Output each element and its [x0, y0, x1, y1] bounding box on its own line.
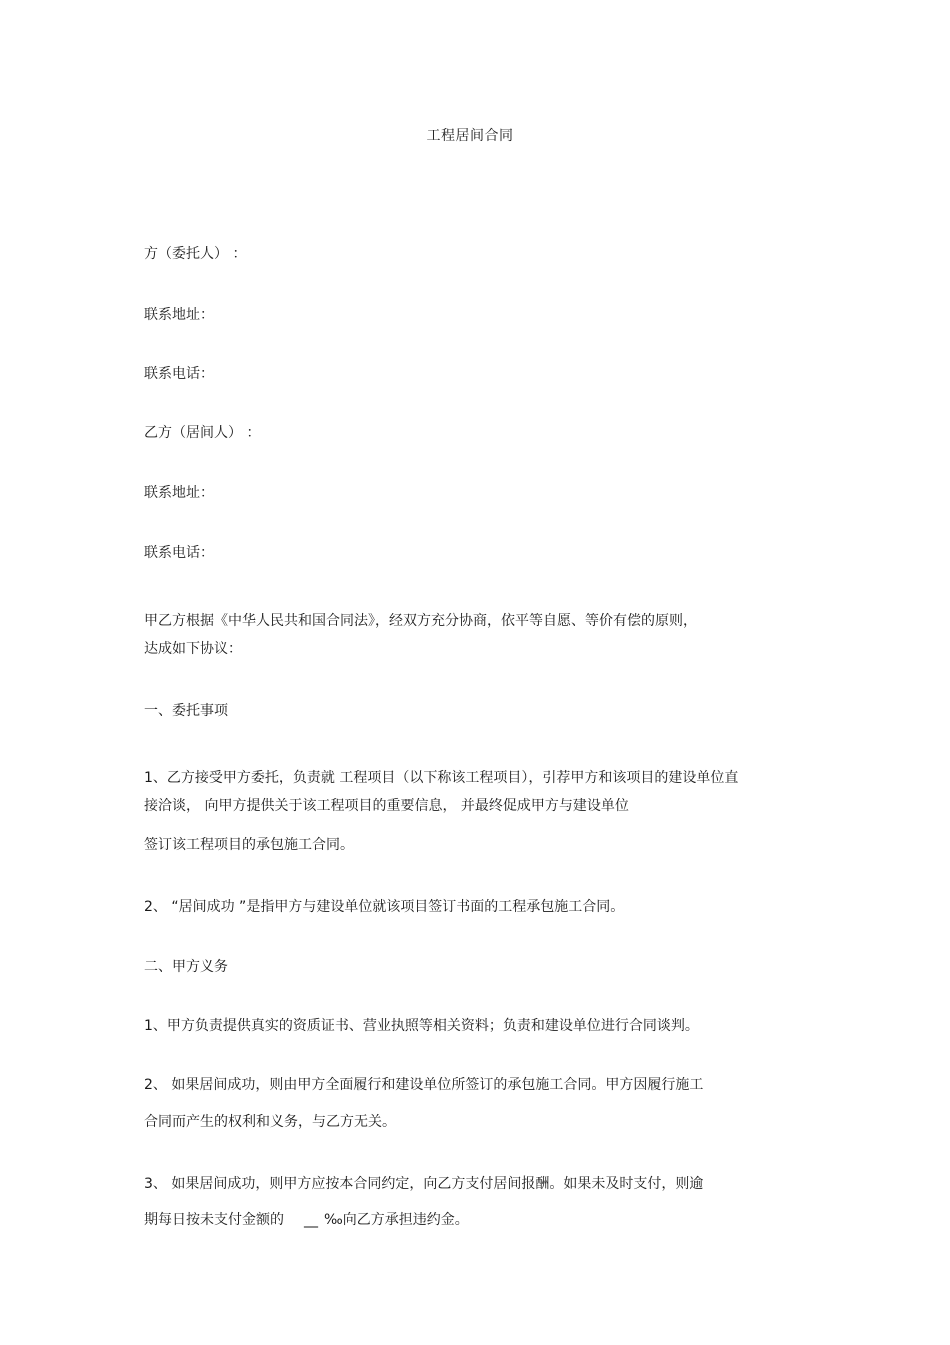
section-2-item-2-line-1: 2、 如果居间成功，则由甲方全面履行和建设单位所签订的承包施工合同。甲方因履行施工	[144, 1077, 704, 1093]
section-2-item-3-text-before-blank: 期每日按未支付金额的	[144, 1212, 284, 1228]
party-a-label: 方（委托人） ：	[144, 246, 247, 262]
section-2-item-3-text-after-blank: ‰向乙方承担违约金。	[324, 1212, 469, 1228]
party-b-address-label: 联系地址：	[144, 485, 214, 501]
party-a-phone-label: 联系电话：	[144, 366, 214, 382]
section-1-item-1-line-3: 签订该工程项目的承包施工合同。	[144, 837, 354, 853]
penalty-rate-blank: __	[304, 1212, 318, 1228]
document-title: 工程居间合同	[426, 128, 514, 144]
section-2-item-3-line-2	[144, 1210, 469, 1230]
section-2-item-3-line-1: 3、 如果居间成功，则甲方应按本合同约定，向乙方支付居间报酬。如果未及时支付，则逾	[144, 1176, 704, 1192]
party-b-phone-label: 联系电话：	[144, 545, 214, 561]
section-2-item-1: 1、甲方负责提供真实的资质证书、营业执照等相关资料；负责和建设单位进行合同谈判。	[144, 1018, 699, 1034]
section-1-item-2: 2、 “居间成功 ”是指甲方与建设单位就该项目签订书面的工程承包施工合同。	[144, 899, 625, 915]
preamble-line-2: 达成如下协议：	[144, 641, 242, 657]
section-1-item-1-line-2: 接洽谈， 向甲方提供关于该工程项目的重要信息， 并最终促成甲方与建设单位	[144, 798, 629, 814]
section-2-heading: 二、甲方义务	[144, 959, 228, 975]
party-a-address-label: 联系地址：	[144, 307, 214, 323]
section-2-item-2-line-2: 合同而产生的权利和义务，与乙方无关。	[144, 1114, 396, 1130]
party-b-label: 乙方（居间人） ：	[144, 425, 261, 441]
section-1-item-1-line-1: 1、乙方接受甲方委托，负责就 工程项目（以下称该工程项目），引荐甲方和该项目的建设单位直	[144, 770, 739, 786]
preamble-line-1: 甲乙方根据《中华人民共和国合同法》，经双方充分协商，依平等自愿、等价有偿的原则，	[144, 613, 697, 629]
section-1-heading: 一、委托事项	[144, 703, 228, 719]
